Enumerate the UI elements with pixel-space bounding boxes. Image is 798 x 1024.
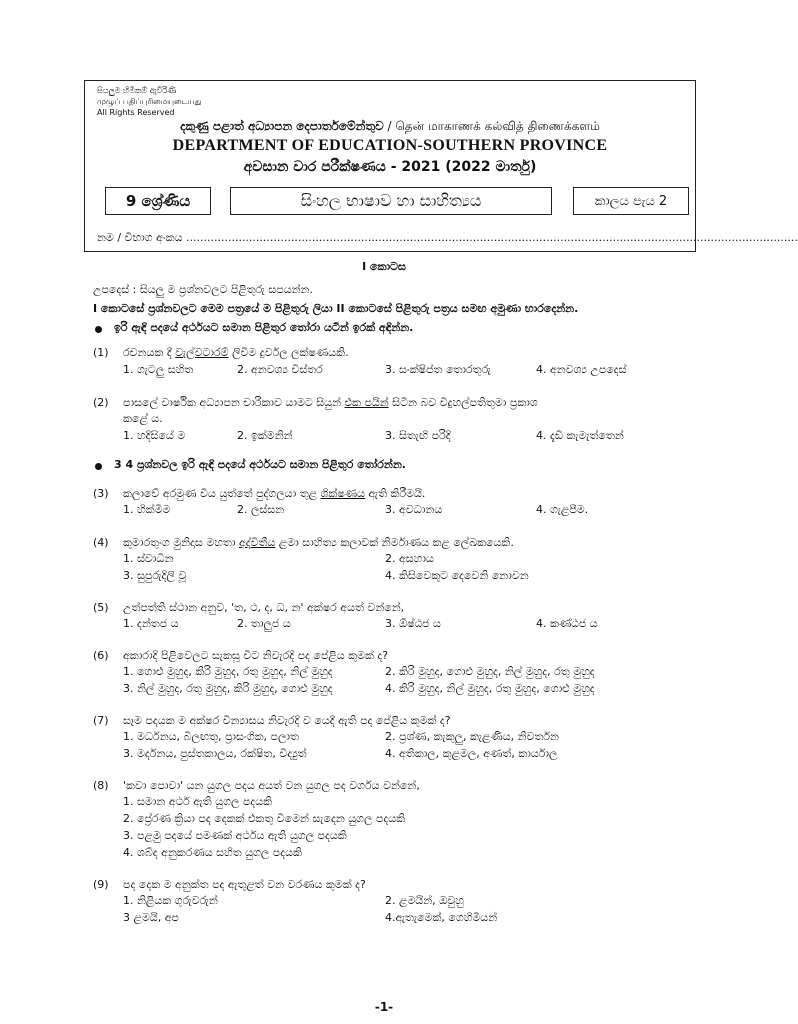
q1-option-1: 1. ගැටලු සහිත bbox=[123, 363, 194, 376]
q5-option-3: 3. ඕෂ්ඨජ ය bbox=[385, 617, 441, 630]
question-3-text bbox=[123, 487, 425, 501]
q8-option-1: 1. සමාන අර්ථ ඇති යුගල පදයකි bbox=[123, 795, 273, 808]
q1-option-2: 2. අනවශ්‍ය විස්තර bbox=[237, 363, 323, 376]
q9-option-1: 1. නිළියක ගුරුවරුන් bbox=[123, 894, 218, 907]
question-number: (7) bbox=[93, 714, 109, 727]
question-number: (1) bbox=[93, 346, 109, 359]
q1-option-3: 3. සංක්ෂිප්ත තොරතුරු bbox=[385, 363, 491, 376]
question-number: (3) bbox=[93, 487, 109, 500]
rights-reserved bbox=[97, 85, 202, 118]
q9-option-4: 4.ඇතැමෙක්, ගෙහිමියන් bbox=[385, 911, 498, 924]
q3-pre: කලාවේ අරමුණ විය යුත්තේ පුද්ගලයා තුළ bbox=[123, 487, 321, 500]
q1-option-4: 4. අනවශ්‍ය උපදෙස් bbox=[536, 363, 627, 376]
question-8-text: 'කවා පොවා' යන යුගල පදය අයත් වන යුගල පද වර්ගය වන්නේ, bbox=[123, 779, 420, 792]
header-box bbox=[84, 80, 798, 252]
q4-pre: කුමාරතුංග මුනිදාස මහතා bbox=[123, 536, 239, 549]
question-5-text: උත්පත්ති ස්ථාන අනුව, 'ත, ථ, ද, ධ, න' අක්ෂර අයත් වන්නේ, bbox=[123, 601, 405, 614]
department-tamil: தென் மாகாணக் கல்வித் திணைக்களம் bbox=[395, 119, 600, 133]
question-6-text: අකාරාදි පිළිවෙලට සැකසූ විට නිවැරදි පද පේළිය කුමක් ද? bbox=[123, 649, 389, 662]
q9-option-3: 3 ළමයි, අප bbox=[123, 911, 179, 924]
department-english: DEPARTMENT OF EDUCATION-SOUTHERN PROVINCE bbox=[172, 137, 608, 154]
rights-sinhala: සියලුම හිමිකම් ඇවිරිණි bbox=[97, 86, 177, 95]
department-sinhala: දකුණු පළාත් අධ්‍යාපන දෙපාර්තමේන්තුව bbox=[180, 119, 384, 133]
q4-option-3: 3. සුපුරුදිලි වූ bbox=[123, 569, 187, 582]
question-number: (9) bbox=[93, 878, 109, 891]
q7-option-2: 2. ප්‍රශ්ණ, කැකුලු, කැළණිය, නිවර්තන bbox=[385, 730, 559, 743]
exam-title: අවසාන වාර පරීක්ෂණය - 2021 (2022 මාර්තු) bbox=[243, 159, 537, 175]
page-number: -1- bbox=[374, 1000, 394, 1014]
q3-option-1: 1. හික්මීම bbox=[123, 503, 171, 516]
question-9-text: පද දෙක ම අනුක්ත පද ඇතුළත් වන වරණය කුමක් ද? bbox=[123, 878, 366, 891]
department-name-local bbox=[85, 119, 695, 135]
section-instruction-2: 3 4 ප්‍රශ්නවල ඉරි ඇඳි පදයේ අර්ථයට සමාන පිළිතුර තෝරන්න. bbox=[114, 458, 406, 471]
q2-pre: පාසලේ වාර්ෂික අධ්‍යාපන චාරිකාව යාමට සියුන් bbox=[123, 396, 345, 409]
q4-option-1: 1. ස්වාධීන bbox=[123, 552, 174, 565]
name-index-line: නම / විභාග අංකය ............................................................................................................................................................................... bbox=[97, 231, 798, 244]
question-7-text: සෑම පදයක ම අක්ෂර වින්‍යාසය නිවැරදි ව යෙදී ඇති පද පේළිය කුමක් ද? bbox=[123, 714, 451, 727]
q3-option-3: 3. අවධානය bbox=[385, 503, 443, 516]
q8-option-3: 3. පළමු පදයේ පමණක් අර්ථය ඇති යුගල පදයකි bbox=[123, 829, 347, 842]
grade-box: 9 ශ්‍රේණිය bbox=[105, 187, 211, 215]
rights-tamil: முழுப் பதிப்புரிமையுடையது bbox=[97, 97, 202, 106]
question-2-text-line-2: කළේ ය. bbox=[123, 412, 163, 425]
section-instruction-1: ඉරි ඇඳි පදයේ අර්ථයට සමාන පිළිතුර තෝරා යටින් ඉරක් අඳින්න. bbox=[114, 321, 414, 334]
question-number: (6) bbox=[93, 649, 109, 662]
q6-option-3: 3. නිල් මුහුද, රතු මුහුද, කිරි මුහුද, ගොළු මුහුද bbox=[123, 682, 333, 695]
q5-option-2: 2. තාලුජ ය bbox=[237, 617, 291, 630]
q6-option-4: 4. කිරි මුහුද, නිල් මුහුද, රතු මුහුද, ගොළු මුහුද bbox=[385, 682, 595, 695]
q7-option-4: 4. අතිකාල, කුළමල, අණත්, කාර්යාල bbox=[385, 747, 558, 760]
q4-option-4: 4. කිසිවෙකුට දෙවෙනි නොවන bbox=[385, 569, 529, 582]
department-separator: / bbox=[383, 119, 396, 133]
q2-option-3: 3. සිතැඟි පරිදි bbox=[385, 429, 451, 442]
question-number: (8) bbox=[93, 779, 109, 792]
q1-pre: රචනයක දී bbox=[123, 346, 176, 359]
q3-option-4: 4. ගැළපීම. bbox=[536, 503, 589, 516]
q3-underlined: ශික්ෂණය bbox=[320, 487, 366, 500]
q5-option-4: 4. කණ්ඨජ ය bbox=[536, 617, 598, 630]
question-number: (2) bbox=[93, 396, 109, 409]
question-1-text bbox=[123, 346, 349, 360]
question-4-text bbox=[123, 536, 514, 550]
bullet-icon bbox=[95, 326, 102, 333]
time-box: කාලය පැය 2 bbox=[573, 187, 689, 215]
q9-option-2: 2. ළමයින්, ඔවුහු bbox=[385, 894, 464, 907]
subject-box: සිංහල භාෂාව හා සාහිත්‍යය bbox=[230, 187, 552, 215]
instruction-line-1: උපදෙස් : සියලු ම ප්‍රශ්නවලට පිළිතුරු සපයන්න. bbox=[93, 283, 313, 296]
question-2-text bbox=[123, 396, 538, 410]
q3-option-2: 2. ලස්සන bbox=[237, 503, 285, 516]
q3-post: ඇති කිරීමයි. bbox=[365, 487, 426, 500]
q6-option-1: 1. ගොළු මුහුද, කිරි මුහුද, රතු මුහුද, නිල් මුහුද bbox=[123, 665, 333, 678]
q4-post: ළමා සාහිත්‍ය කලාවක් නිර්මාණය කළ ලේඛකයෙකි. bbox=[275, 536, 514, 549]
q4-underlined: අද්විතීය bbox=[238, 536, 276, 549]
q8-option-2: 2. ප්‍රේරණ ක්‍රියා පද දෙකක් එකතු වීමෙන් සැදෙන යුගල පදයකි bbox=[123, 812, 406, 825]
q2-option-2: 2. ඉක්මනින් bbox=[237, 429, 293, 442]
q2-option-1: 1. හදිසියේ ම bbox=[123, 429, 186, 442]
part-title: I කොටස bbox=[362, 260, 406, 273]
question-number: (4) bbox=[93, 536, 109, 549]
q7-option-1: 1. මර්ධනය, බිලඟතු, ප්‍රාසංගික, පලාත bbox=[123, 730, 299, 743]
q2-option-4: 4. දැඩි කැමැත්තෙන් bbox=[536, 429, 624, 442]
rights-english: All Rights Reserved bbox=[97, 108, 175, 117]
q2-underlined: එක පයින් bbox=[344, 396, 389, 409]
question-number: (5) bbox=[93, 601, 109, 614]
bullet-icon bbox=[95, 463, 102, 470]
q2-post: සිටින බව විදුහල්පතිතුමා ප්‍රකාශ bbox=[388, 396, 538, 409]
instruction-line-2: I කොටසේ ප්‍රශ්නවලට මෙම පත්‍රයේ ම පිළිතුරු ලියා II කොටසේ පිළිතුරු පත්‍රය සමඟ අමුණා භාරදෙන්න. bbox=[93, 302, 579, 315]
q5-option-1: 1. දන්තජ ය bbox=[123, 617, 179, 630]
q8-option-4: 4. ශබ්ද අනුකරණය සහිත යුගල පදයකි bbox=[123, 846, 302, 859]
q1-post: ලිවීම දුර්වල ලක්ෂණයකි. bbox=[228, 346, 349, 359]
q7-option-3: 3. මර්දනය, පුස්තකාලය, රක්ෂිත, විද්‍යුත් bbox=[123, 747, 307, 760]
q1-underlined: වැල්වටාරම් bbox=[175, 346, 229, 359]
q6-option-2: 2. කිරි මුහුද, ගොළු මුහුද, නිල් මුහුද, රතු මුහුද bbox=[385, 665, 595, 678]
q4-option-2: 2. අසහාය bbox=[385, 552, 434, 565]
